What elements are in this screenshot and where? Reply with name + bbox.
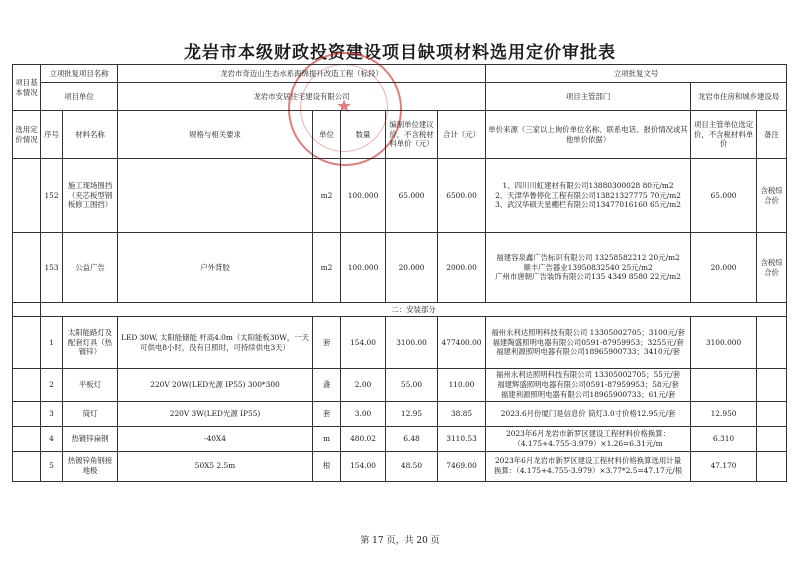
row-unit: 套	[313, 401, 341, 426]
row-qty: 100.000	[341, 159, 386, 233]
authority-label: 项目主管部门	[486, 83, 691, 111]
row-remark	[757, 401, 787, 426]
table-row	[13, 233, 787, 303]
row-total: 3110.53	[438, 426, 486, 451]
source-cell	[486, 233, 691, 303]
row-total: 477400.00	[438, 317, 486, 369]
row-price: 6.48	[386, 426, 438, 451]
source-line: 福建辉盛照明电器有限公司0591-87959953；58元/套	[497, 379, 679, 389]
row-blank-cell	[13, 401, 41, 426]
row-qty: 2.00	[341, 369, 386, 402]
row-qty: 480.02	[341, 426, 386, 451]
row-material-name: 热镀锌角钢接地极	[63, 451, 118, 481]
row-suggest: 20.000	[691, 233, 757, 303]
table-row	[13, 369, 787, 402]
row-remark: 含税综合价	[757, 233, 787, 303]
row-unit: m2	[313, 159, 341, 233]
page-title: 龙岩市本级财政投资建设项目缺项材料选用定价审批表	[184, 43, 616, 63]
header-total: 合计（元）	[438, 111, 486, 159]
row-spec: 户外背胶	[118, 233, 313, 303]
source-line: 广州市唐朝广告装饰有限公司135 4349 8580 22元/m2	[495, 272, 681, 282]
table-row	[13, 451, 787, 481]
row-qty: 154.00	[341, 451, 386, 481]
source-line: 福州永利达照明科技有限公司 13305002705；3100元/套	[491, 327, 685, 337]
source-line: 3、武汉华硕天星棚栏有限公司13477016160 65元/m2	[495, 200, 681, 210]
row-material-name: 筒灯	[63, 401, 118, 426]
row-spec: 220V 3W(LED光源 IP55)	[118, 401, 313, 426]
row-remark	[757, 451, 787, 481]
source-line: 2023年6月龙岩市新罗区建设工程材料价格换算选用计量	[494, 456, 682, 466]
table-row	[13, 426, 787, 451]
row-unit: m	[313, 426, 341, 451]
row-total: 7469.00	[438, 451, 486, 481]
row-material-name: 热镀锌扁钢	[63, 426, 118, 451]
row-unit: 套	[313, 317, 341, 369]
source-line: 换算：（4.175+4.755-3.979）×3.77*2.5=47.17元/根	[493, 466, 683, 476]
header-remark: 备注	[757, 111, 787, 159]
page-number: 第 17 页，共 20 页	[360, 536, 440, 546]
row-spec: 50X5 2.5m	[118, 451, 313, 481]
row-qty: 154.00	[341, 317, 386, 369]
section-two-label: 二：安装部分	[41, 303, 787, 317]
project-unit-value: 龙岩市安居住宅建设有限公司	[118, 83, 486, 111]
section-row	[13, 303, 787, 317]
row-total: 110.00	[438, 369, 486, 402]
row-suggest: 12.950	[691, 401, 757, 426]
row-suggest: 65.000	[691, 159, 757, 233]
row-blank-cell	[13, 426, 41, 451]
source-cell	[486, 426, 691, 451]
source-line: 2023.6月份厦门是信息价 筒灯3.0寸价格12.95元/套	[500, 408, 676, 418]
seal-star-icon: ★	[336, 96, 353, 117]
approval-table	[12, 64, 787, 482]
row-seq: 153	[41, 233, 63, 303]
row-price: 12.95	[386, 401, 438, 426]
header-price: 编制单位建议价，不含税材料单价（元）	[386, 111, 438, 159]
source-line: 福建利源照明电器有限公司18965900733；61元/套	[500, 389, 676, 399]
row-unit: m2	[313, 233, 341, 303]
row-remark	[757, 317, 787, 369]
source-line: 福建陶盛照明电器有限公司0591-87959953；3255元/套	[492, 337, 684, 347]
row-total: 38.85	[438, 401, 486, 426]
row-seq: 4	[41, 426, 63, 451]
row-remark: 含税综合价	[757, 159, 787, 233]
row-suggest: 47.170	[691, 451, 757, 481]
source-cell	[486, 159, 691, 233]
source-cell	[486, 451, 691, 481]
row-suggest: 6.310	[691, 426, 757, 451]
row-blank-cell	[13, 159, 41, 233]
row-remark	[757, 369, 787, 402]
source-line: 1、四川川虹建材有限公司13880300028 80元/m2	[502, 180, 674, 190]
section-blank-cell	[13, 303, 41, 317]
row-spec	[118, 159, 313, 233]
header-seq: 序号	[41, 111, 63, 159]
basic-info-section-label: 项目基本情况	[13, 65, 41, 111]
row-suggest	[691, 369, 757, 402]
authority-value: 龙岩市住房和城乡建设局	[691, 83, 787, 111]
row-seq: 152	[41, 159, 63, 233]
source-cell	[486, 401, 691, 426]
row-qty: 100.000	[341, 233, 386, 303]
project-name-label: 立项批复项目名称	[41, 65, 118, 83]
header-spec: 规格与相关要求	[118, 111, 313, 159]
source-line: 福建容泉鑫广告标识有限公司 13258582212 20元/m2	[496, 252, 680, 262]
row-seq: 5	[41, 451, 63, 481]
row-spec: -40X4	[118, 426, 313, 451]
row-price: 3100.00	[386, 317, 438, 369]
header-qty: 数量	[341, 111, 386, 159]
row-price: 20.000	[386, 233, 438, 303]
row-total: 2000.00	[438, 233, 486, 303]
row-material-name: 公益广告	[63, 233, 118, 303]
header-source: 单价来源（三家以上询价单位名称、联系电话、报价情况或其他单价依据）	[486, 111, 691, 159]
source-cell	[486, 369, 691, 402]
source-line: 顺丰广告器业13950832540 25元/m2	[523, 262, 653, 272]
row-unit: 盏	[313, 369, 341, 402]
row-price: 65.000	[386, 159, 438, 233]
source-cell	[486, 317, 691, 369]
row-seq: 1	[41, 317, 63, 369]
source-line: 2、天津华鲁停化工程有限公司13821327775 70元/m2	[495, 190, 681, 200]
source-line: 2023年6月龙岩市新罗区建设工程材料价格换算：	[506, 428, 671, 438]
header-suggest: 项目主管单位选定价，不含税材料单价	[691, 111, 757, 159]
row-material-name: 平板灯	[63, 369, 118, 402]
header-unit: 单位	[313, 111, 341, 159]
row-unit: 根	[313, 451, 341, 481]
row-blank-cell	[13, 317, 41, 369]
project-unit-label: 项目单位	[41, 83, 118, 111]
approval-doc-label: 立项批复文号	[486, 65, 787, 83]
row-material-name: 太阳能路灯及配套灯具（热镀锌）	[63, 317, 118, 369]
row-spec: 220V 20W(LED光源 IP55) 300*300	[118, 369, 313, 402]
row-material-name: 施工现场围挡（夹芯板型钢板修工围挡）	[63, 159, 118, 233]
source-line: （4.175+4.755-3.979）×1.26=6.31元/m	[513, 438, 663, 448]
row-blank-cell	[13, 369, 41, 402]
header-row	[13, 111, 787, 159]
row-suggest: 3100.000	[691, 317, 757, 369]
row-seq: 2	[41, 369, 63, 402]
row-remark	[757, 426, 787, 451]
row-price: 48.50	[386, 451, 438, 481]
info-row-project	[13, 65, 787, 83]
header-name: 材料名称	[63, 111, 118, 159]
source-line: 福建利源照明电器有限公司18965900733；3410元/套	[496, 347, 680, 357]
row-blank-cell	[13, 233, 41, 303]
project-name-value: 龙岩市奇迈山生态水系海绵提升改造工程（标段）	[118, 65, 486, 83]
row-seq: 3	[41, 401, 63, 426]
pricing-section-label: 选用定价情况	[13, 111, 41, 159]
row-total: 6500.00	[438, 159, 486, 233]
row-spec: LED 30W, 太阳能储能 杆高4.0m（太阳能板30W，一天可供电8小时，没有日照时，可持续供电3天）	[118, 317, 313, 369]
table-row	[13, 159, 787, 233]
row-blank-cell	[13, 451, 41, 481]
info-row-unit	[13, 83, 787, 111]
row-qty: 3.00	[341, 401, 386, 426]
source-line: 福州永利达照明科技有限公司 13305002705；55元/套	[495, 370, 681, 379]
table-row	[13, 401, 787, 426]
row-price: 55.00	[386, 369, 438, 402]
table-row	[13, 317, 787, 369]
